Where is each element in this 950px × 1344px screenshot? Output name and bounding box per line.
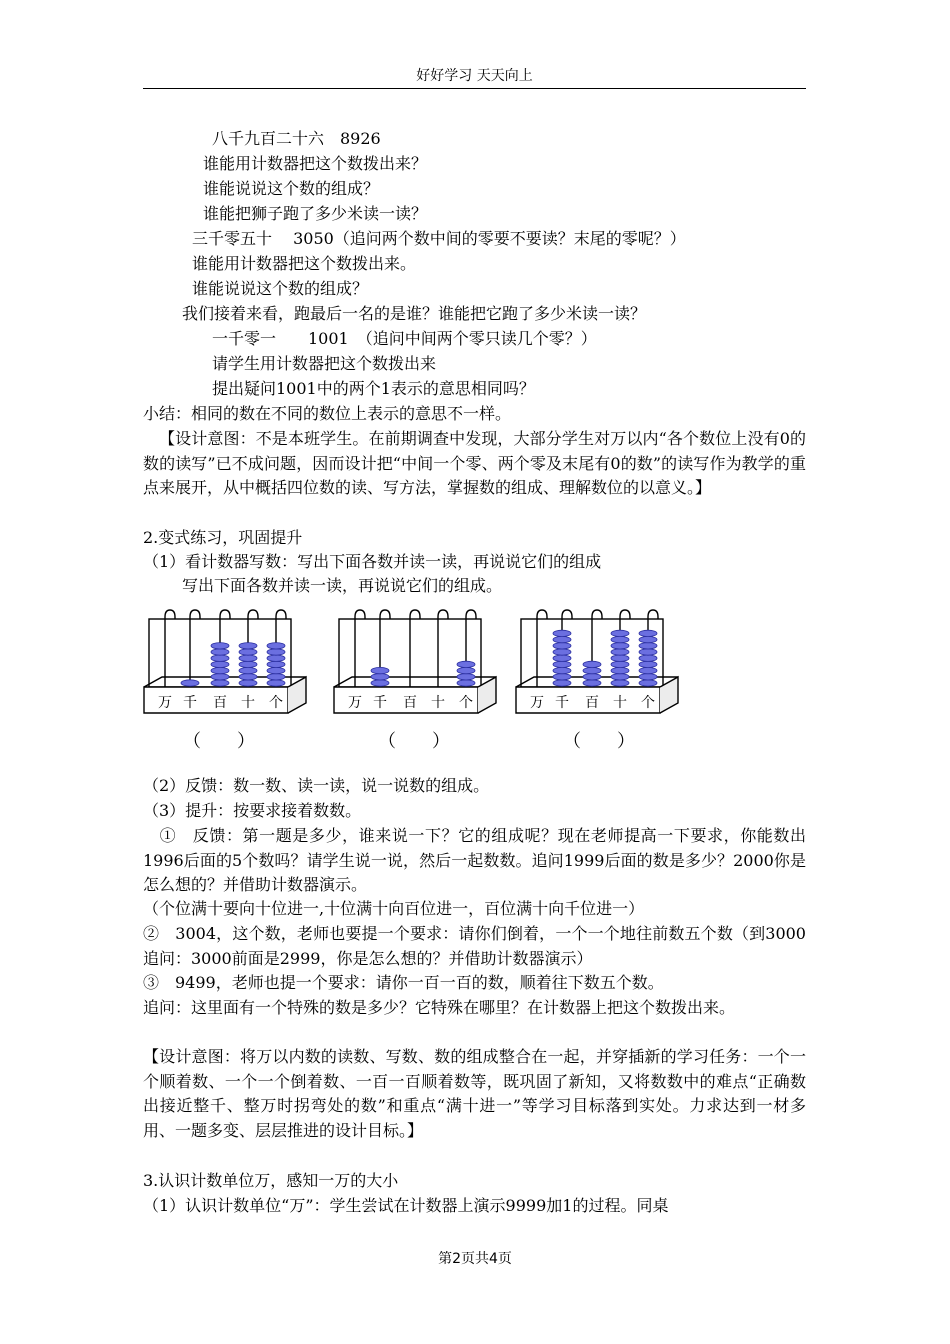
abacus-bead <box>583 661 601 667</box>
abacus-bead <box>611 655 629 661</box>
page-header: 好好学习 天天向上 <box>143 64 806 89</box>
abacus-bead <box>267 680 285 686</box>
place-label: 十 <box>431 695 445 711</box>
abacus-bead <box>457 667 475 673</box>
paragraph: 追问：这里面有一个特殊的数是多少？它特殊在哪里？在计数器上把这个数拨出来。 <box>143 998 736 1017</box>
page-footer: 第2页共4页 <box>438 1251 512 1267</box>
abacus-bead <box>239 680 257 686</box>
text-line: （个位满十要向十位进一,十位满十向百位进一，百位满十向千位进一） <box>143 899 645 918</box>
place-label: 万 <box>348 695 362 711</box>
abacus-bead <box>553 655 571 661</box>
abacus-bead <box>553 630 571 636</box>
place-label: 万 <box>158 695 172 711</box>
abacus-bead <box>457 661 475 667</box>
abacus-bead <box>457 674 475 680</box>
abacus-bead <box>211 667 229 673</box>
answer-bracket: （ ） <box>183 731 255 752</box>
abacus-bead <box>553 667 571 673</box>
design-intent-paragraph: 【设计意图：不是本班学生。在前期调查中发现，大部分学生对万以内“各个数位上没有0的数的读写”已不成问题，因而设计把“中间一个零、两个零及末尾有0的数”的读写作为教学的重点来展开，从中概括四位数的读、写方法，掌握数的组成、理解数位的以意义。】 <box>143 429 806 497</box>
place-label: 个 <box>459 695 473 711</box>
text-line: 提出疑问1001中的两个1表示的意思相同吗？ <box>212 379 535 398</box>
summary-line: 小结：相同的数在不同的数位上表示的意思不一样。 <box>143 404 512 423</box>
abacus-bead <box>181 680 199 686</box>
place-label: 十 <box>613 695 627 711</box>
item-line: （3）提升：按要求接着数数。 <box>143 801 362 820</box>
paragraph: ② 3004，这个数，老师也要提一个要求：请你们倒着，一个一个地往前数五个数（到3000 追问：3000前面是2999，你是怎么想的？并借助计数器演示） <box>143 924 823 968</box>
abacus-bead <box>611 661 629 667</box>
abacus-bead <box>211 649 229 655</box>
place-label: 百 <box>585 695 599 711</box>
abacus-bead <box>611 667 629 673</box>
abacus-bead <box>611 630 629 636</box>
abacus-bead <box>371 667 389 673</box>
abacus-bead <box>239 655 257 661</box>
text-line: 谁能用计数器把这个数拨出来？ <box>203 154 428 173</box>
abacus-bead <box>211 643 229 649</box>
place-label: 千 <box>555 695 569 711</box>
abacus-bead <box>583 674 601 680</box>
place-label: 千 <box>183 695 197 711</box>
abacus-bead <box>639 674 657 680</box>
abacus-rod <box>355 610 365 687</box>
place-label: 万 <box>530 695 544 711</box>
abacus-bead <box>639 636 657 642</box>
abacus-bead <box>371 680 389 686</box>
abacus-bead <box>239 649 257 655</box>
abacus-bead <box>239 667 257 673</box>
paragraph: ① 反馈：第一题是多少，谁来说一下？它的组成呢？现在老师提高一下要求，你能数出1996后面的5个数吗？请学生说一说，然后一起数数。追问1999后面的数是多少？2000你是怎么想的？并借助计数器演示。 <box>143 826 806 894</box>
abacus-bead <box>639 649 657 655</box>
text-line: 谁能用计数器把这个数拨出来。 <box>192 254 417 273</box>
abacus-bead <box>267 643 285 649</box>
answer-bracket: （ ） <box>563 731 635 752</box>
text-line: 谁能说说这个数的组成？ <box>192 279 369 298</box>
abacus-bead <box>267 655 285 661</box>
abacus-bead <box>211 680 229 686</box>
item-title: （1）认识计数单位“万”：学生尝试在计数器上演示9999加1的过程。同桌 <box>143 1196 669 1215</box>
abacus-bead <box>211 661 229 667</box>
abacus-rod <box>190 610 200 687</box>
abacus-bead <box>553 680 571 686</box>
abacus-bead <box>371 674 389 680</box>
abacus-bead <box>267 661 285 667</box>
abacus-bead <box>267 649 285 655</box>
abacus-bead <box>553 643 571 649</box>
place-label: 千 <box>373 695 387 711</box>
abacus-bead <box>611 674 629 680</box>
abacus-bead <box>639 630 657 636</box>
item-line: （2）反馈：数一数、读一读，说一说数的组成。 <box>143 776 490 795</box>
abacus-bead <box>639 655 657 661</box>
abacus-bead <box>611 636 629 642</box>
abacus-rod <box>410 610 420 687</box>
design-intent-paragraph: 【设计意图：将万以内数的读数、写数、数的组成整合在一起，并穿插新的学习任务：一个一个顺着数、一个一个倒着数、一百一百顺着数等，既巩固了新知，又将数数中的难点“正确数出接近整千、整万时拐弯处的数”和重点“满十进一”等学习目标落到实处。力求达到一材多用、一题多变、层层推进的设计目标。】 <box>143 1047 806 1140</box>
abacus-bead <box>639 680 657 686</box>
abacus-bead <box>611 649 629 655</box>
abacus-bead <box>639 643 657 649</box>
place-label: 百 <box>213 695 227 711</box>
text-line: 八千九百二十六 8926 <box>212 129 381 148</box>
abacus-bead <box>553 636 571 642</box>
place-label: 个 <box>269 695 283 711</box>
text-line: ③ 9499，老师也提一个要求：请你一百一百的数，顺着往下数五个数。 <box>143 973 664 992</box>
abacus-bead <box>239 643 257 649</box>
section-title: 3.认识计数单位万，感知一万的大小 <box>143 1171 399 1190</box>
text-line: 谁能把狮子跑了多少米读一读？ <box>203 204 428 223</box>
abacus-bead <box>267 667 285 673</box>
abacus-bead <box>553 649 571 655</box>
abacus-bead <box>211 655 229 661</box>
abacus-bead <box>239 674 257 680</box>
answer-bracket: （ ） <box>378 731 450 752</box>
place-label: 百 <box>403 695 417 711</box>
abacus-rod <box>438 610 448 687</box>
section-title: 2.变式练习，巩固提升 <box>143 528 303 547</box>
item-title: （1）看计数器写数：写出下面各数并读一读，再说说它们的组成 <box>143 552 602 571</box>
abacus-bead <box>239 661 257 667</box>
abacus-bead <box>639 661 657 667</box>
abacus-bead <box>267 674 285 680</box>
place-label: 个 <box>641 695 655 711</box>
abacus-3 <box>515 605 685 717</box>
text-line: 我们接着来看，跑最后一名的是谁？谁能把它跑了多少米读一读？ <box>182 304 647 323</box>
abacus-bead <box>457 680 475 686</box>
abacus-bead <box>611 643 629 649</box>
abacus-bead <box>553 661 571 667</box>
abacus-bead <box>639 667 657 673</box>
abacus-1 <box>143 605 313 717</box>
abacus-bead <box>211 674 229 680</box>
abacus-bead <box>583 667 601 673</box>
abacus-2 <box>333 605 503 717</box>
abacus-rod <box>165 610 175 687</box>
text-line: 谁能说说这个数的组成？ <box>203 179 380 198</box>
abacus-bead <box>553 674 571 680</box>
abacus-bead <box>611 680 629 686</box>
text-line: 一千零一 1001 （追问中间两个零只读几个零？） <box>212 329 597 348</box>
item-subtitle: 写出下面各数并读一读，再说说它们的组成。 <box>182 576 503 595</box>
abacus-bead <box>583 680 601 686</box>
text-line: 三千零五十 3050（追问两个数中间的零要不要读？末尾的零呢？） <box>192 229 686 248</box>
text-line: 请学生用计数器把这个数拨出来 <box>212 354 437 373</box>
place-label: 十 <box>241 695 255 711</box>
abacus-rod <box>537 610 547 687</box>
